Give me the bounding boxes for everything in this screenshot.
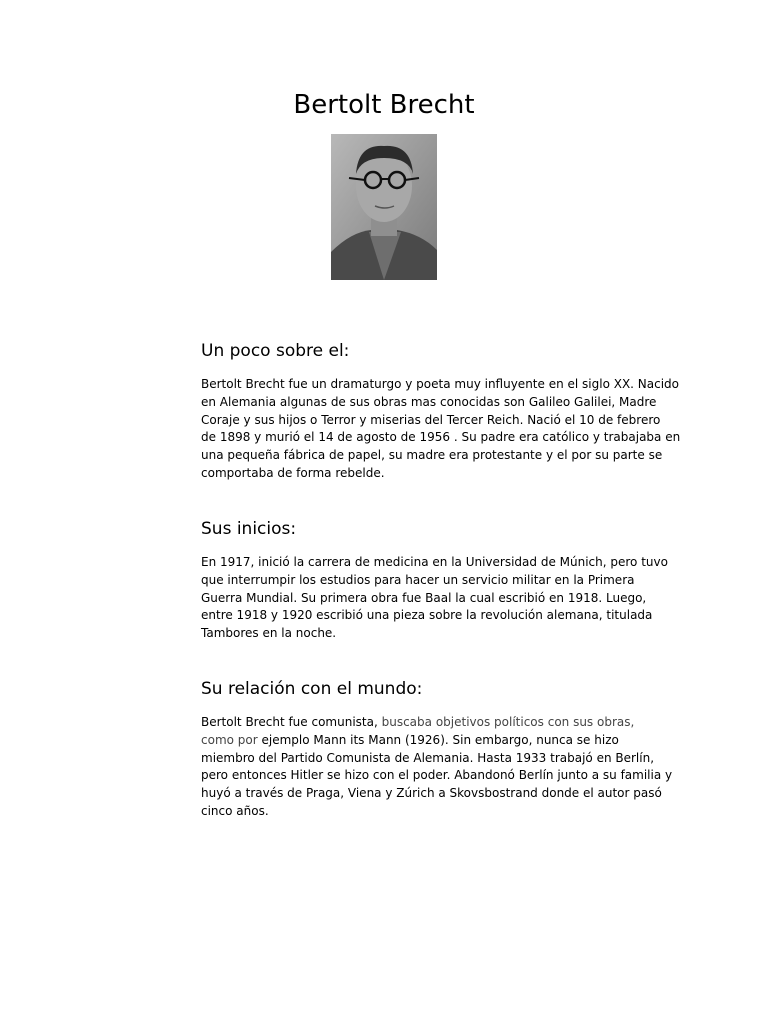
section-beginnings <box>201 518 668 643</box>
paragraph-line: Tambores en la noche. <box>201 626 337 641</box>
section-paragraph <box>201 714 673 821</box>
paragraph-line: comportaba de forma rebelde. <box>201 465 385 480</box>
paragraph-line: que interrumpir los estudios para hacer un servicio militar en la Primera <box>201 572 635 587</box>
paragraph-line: huyó a través de Praga, Viena y Zúrich a Skovsbostrand donde el autor pasó <box>201 786 662 801</box>
paragraph-line: Guerra Mundial. Su primera obra fue Baal la cual escribió en 1918. Luego, <box>201 590 647 605</box>
paragraph-line: Coraje y sus hijos o Terror y miserias del Tercer Reich. Nació el 10 de febrero <box>201 412 661 427</box>
paragraph-line: en Alemania algunas de sus obras mas conocidas son Galileo Galilei, Madre <box>201 394 657 409</box>
paragraph-line: Bertolt Brecht fue un dramaturgo y poeta muy influyente en el siglo XX. Nacido <box>201 377 680 391</box>
paragraph-line: cinco años. <box>201 803 269 818</box>
text-run: Bertolt Brecht fue comunista, <box>201 715 382 729</box>
paragraph-line: pero entonces Hitler se hizo con el poder. Abandonó Berlín junto a su familia y <box>201 768 673 783</box>
page-title: Bertolt Brecht <box>293 90 475 120</box>
paragraph-line: entre 1918 y 1920 escribió una pieza sobre la revolución alemana, titulada <box>201 608 653 623</box>
text-run-alt-font: buscaba objetivos políticos con sus obras, <box>381 715 635 729</box>
section-about <box>201 340 681 483</box>
text-run: ejemplo Mann its Mann (1926). Sin embargo, nunca se hizo <box>261 732 619 747</box>
paragraph-line: una pequeña fábrica de papel, su madre era protestante y el por su parte se <box>201 448 663 463</box>
section-paragraph <box>201 554 668 643</box>
paragraph-line: miembro del Partido Comunista de Alemania. Hasta 1933 trabajó en Berlín, <box>201 750 655 765</box>
section-paragraph <box>201 376 681 483</box>
text-run-alt-font: como por <box>201 732 262 747</box>
paragraph-line: de 1898 y murió el 14 de agosto de 1956 . Su padre era católico y trabajaba en <box>201 430 681 445</box>
portrait-photo <box>331 134 437 280</box>
section-heading: Sus inicios: <box>201 519 297 539</box>
section-heading: Su relación con el mundo: <box>201 679 423 699</box>
paragraph-line <box>201 732 661 750</box>
paragraph-line: En 1917, inició la carrera de medicina en la Universidad de Múnich, pero tuvo <box>201 555 668 569</box>
section-world-relation <box>201 678 673 821</box>
paragraph-line <box>201 714 661 732</box>
section-heading: Un poco sobre el: <box>201 341 350 361</box>
